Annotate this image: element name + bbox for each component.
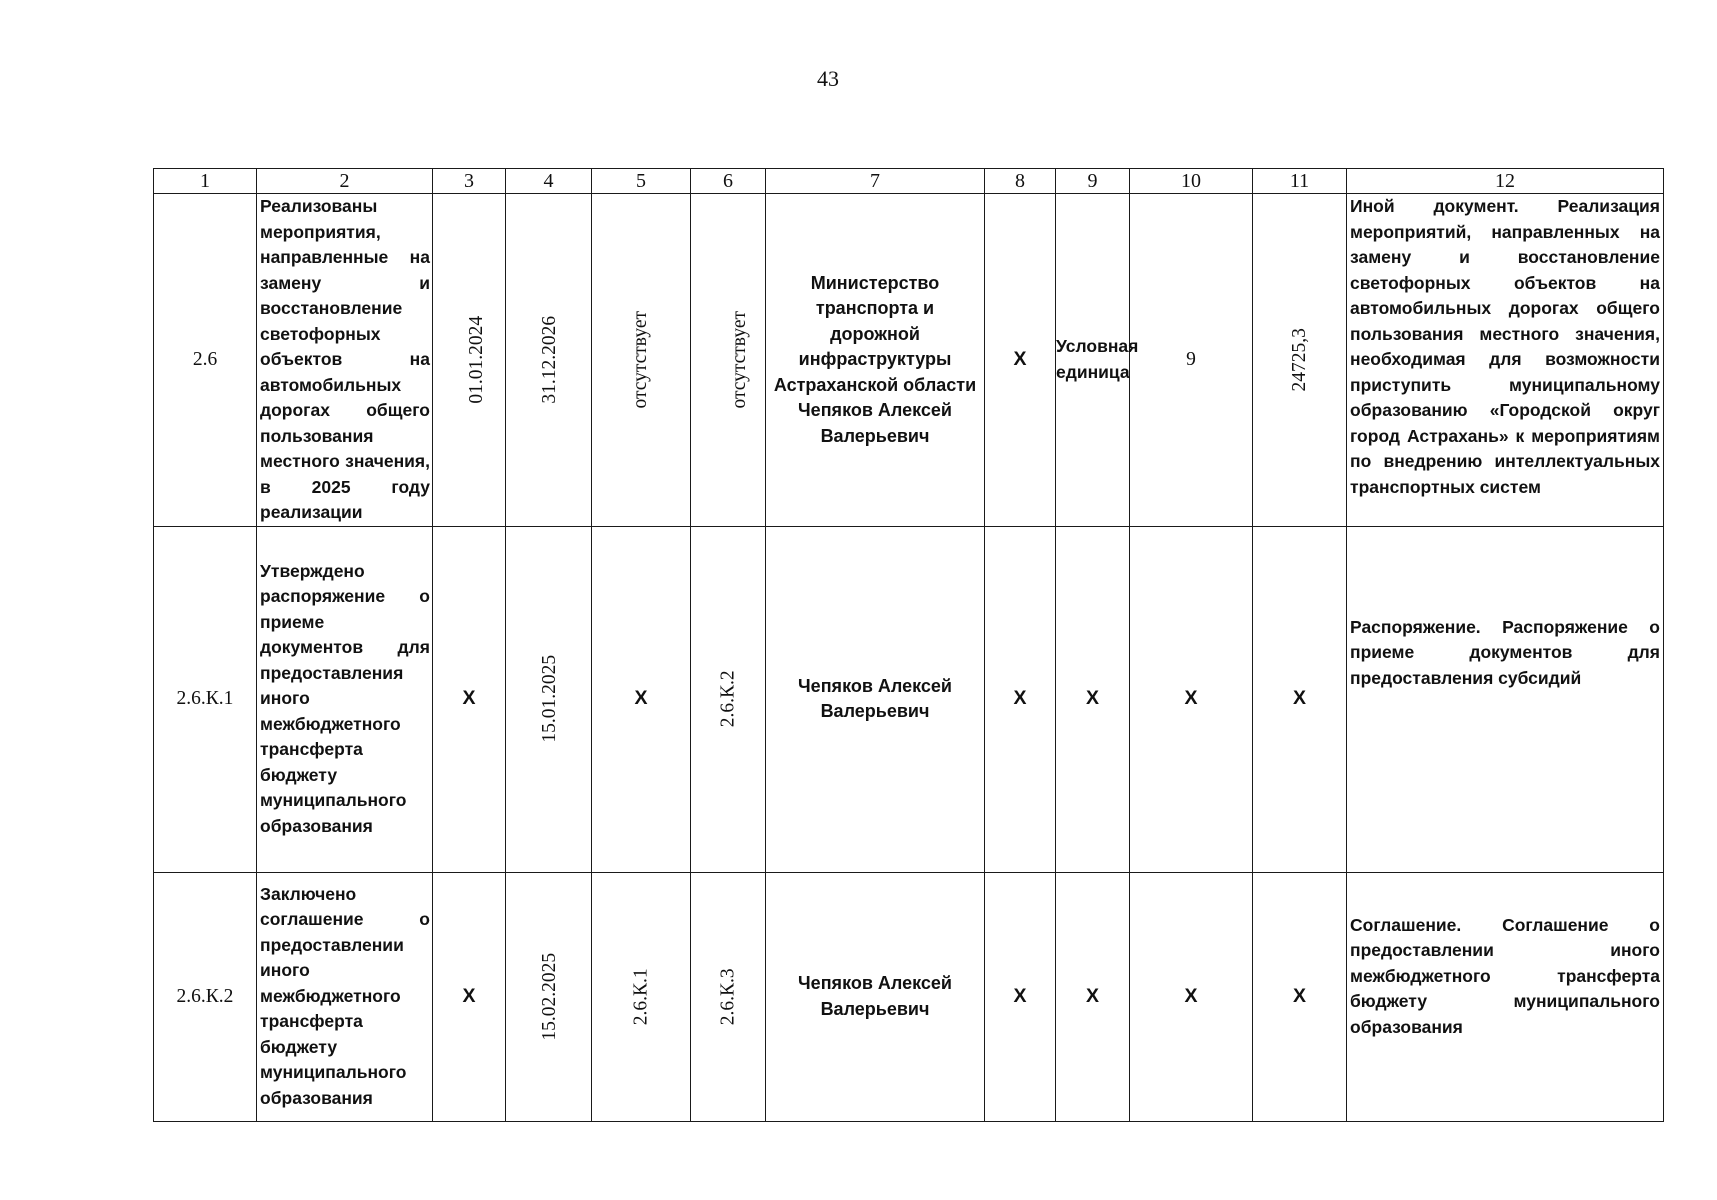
row-unit: X xyxy=(1056,872,1130,1121)
row-start-date: X xyxy=(433,872,506,1121)
row-col8: X xyxy=(985,526,1056,872)
page-number: 43 xyxy=(817,66,839,91)
row-unit: Условная единица xyxy=(1056,194,1130,527)
header-cell: 6 xyxy=(691,169,766,194)
row-start-date-text: 01.01.2024 xyxy=(466,315,488,404)
row-end-date xyxy=(506,194,592,527)
row-value: X xyxy=(1130,872,1253,1121)
header-cell: 3 xyxy=(433,169,506,194)
header-cell: 11 xyxy=(1253,169,1347,194)
header-cell: 5 xyxy=(592,169,691,194)
row-successor-text: 2.6.К.3 xyxy=(717,968,739,1025)
table-row xyxy=(154,526,1664,872)
row-value: X xyxy=(1130,526,1253,872)
row-code: 2.6.К.1 xyxy=(154,526,257,872)
row-responsible: Чепяков Алексей Валерьевич xyxy=(766,872,985,1121)
plan-table xyxy=(153,168,1664,1122)
row-successor xyxy=(691,194,766,527)
header-cell: 10 xyxy=(1130,169,1253,194)
row-value: 9 xyxy=(1130,194,1253,527)
row-amount xyxy=(1253,194,1347,527)
table-row xyxy=(154,194,1664,527)
row-description: Заключено соглашение о предоставлении иного межбюджетного трансферта бюджету муниципального образования xyxy=(257,872,433,1121)
row-end-date-text: 15.01.2025 xyxy=(539,655,561,743)
row-predecessor xyxy=(592,872,691,1121)
row-end-date xyxy=(506,872,592,1121)
row-start-date xyxy=(433,194,506,527)
row-document: Распоряжение. Распоряжение о приеме документов для предоставления субсидий xyxy=(1347,526,1664,872)
row-amount: X xyxy=(1253,872,1347,1121)
header-cell: 4 xyxy=(506,169,592,194)
row-code: 2.6.К.2 xyxy=(154,872,257,1121)
row-successor xyxy=(691,526,766,872)
table-row xyxy=(154,872,1664,1121)
row-col8: X xyxy=(985,194,1056,527)
row-predecessor: X xyxy=(592,526,691,872)
header-cell: 1 xyxy=(154,169,257,194)
table-header-row xyxy=(154,169,1664,194)
header-cell: 7 xyxy=(766,169,985,194)
row-successor-text: отсутствует xyxy=(729,310,751,409)
row-predecessor-text: 2.6.К.1 xyxy=(630,968,652,1025)
row-col8: X xyxy=(985,872,1056,1121)
row-description: Утверждено распоряжение о приеме документов для предоставления иного межбюджетного трансферта бюджету муниципального образования xyxy=(257,526,433,872)
row-end-date xyxy=(506,526,592,872)
row-predecessor xyxy=(592,194,691,527)
row-predecessor-text: отсутствует xyxy=(630,310,652,409)
row-successor xyxy=(691,872,766,1121)
row-document: Соглашение. Соглашение о предоставлении иного межбюджетного трансферта бюджету муниципального образования xyxy=(1347,872,1664,1121)
header-cell: 12 xyxy=(1347,169,1664,194)
header-cell: 8 xyxy=(985,169,1056,194)
header-cell: 9 xyxy=(1056,169,1130,194)
row-document: Иной документ. Реализация мероприятий, направленных на замену и восстановление светофорных объектов на автомобильных дорогах общего пользования местного значения, необходимая для возможности приступить муниципальному образованию «Городской округ город Астрахань» к мероприятиям по внедрению интеллектуальных транспортных систем xyxy=(1347,194,1664,527)
row-responsible: Министерство транспорта и дорожной инфраструктуры Астраханской области Чепяков Алексей Валерьевич xyxy=(766,194,985,527)
row-code: 2.6 xyxy=(154,194,257,527)
row-amount: X xyxy=(1253,526,1347,872)
header-cell: 2 xyxy=(257,169,433,194)
row-responsible: Чепяков Алексей Валерьевич xyxy=(766,526,985,872)
row-unit: X xyxy=(1056,526,1130,872)
row-end-date-text: 31.12.2026 xyxy=(539,315,561,404)
row-successor-text: 2.6.К.2 xyxy=(717,670,739,728)
row-description: Реализованы мероприятия, направленные на замену и восстановление светофорных объектов на автомобильных дорогах общего пользования местного значения, в 2025 году реализации xyxy=(257,194,433,527)
row-end-date-text: 15.02.2025 xyxy=(539,952,561,1041)
row-amount-text: 24725,3 xyxy=(1288,328,1310,392)
row-start-date: X xyxy=(433,526,506,872)
